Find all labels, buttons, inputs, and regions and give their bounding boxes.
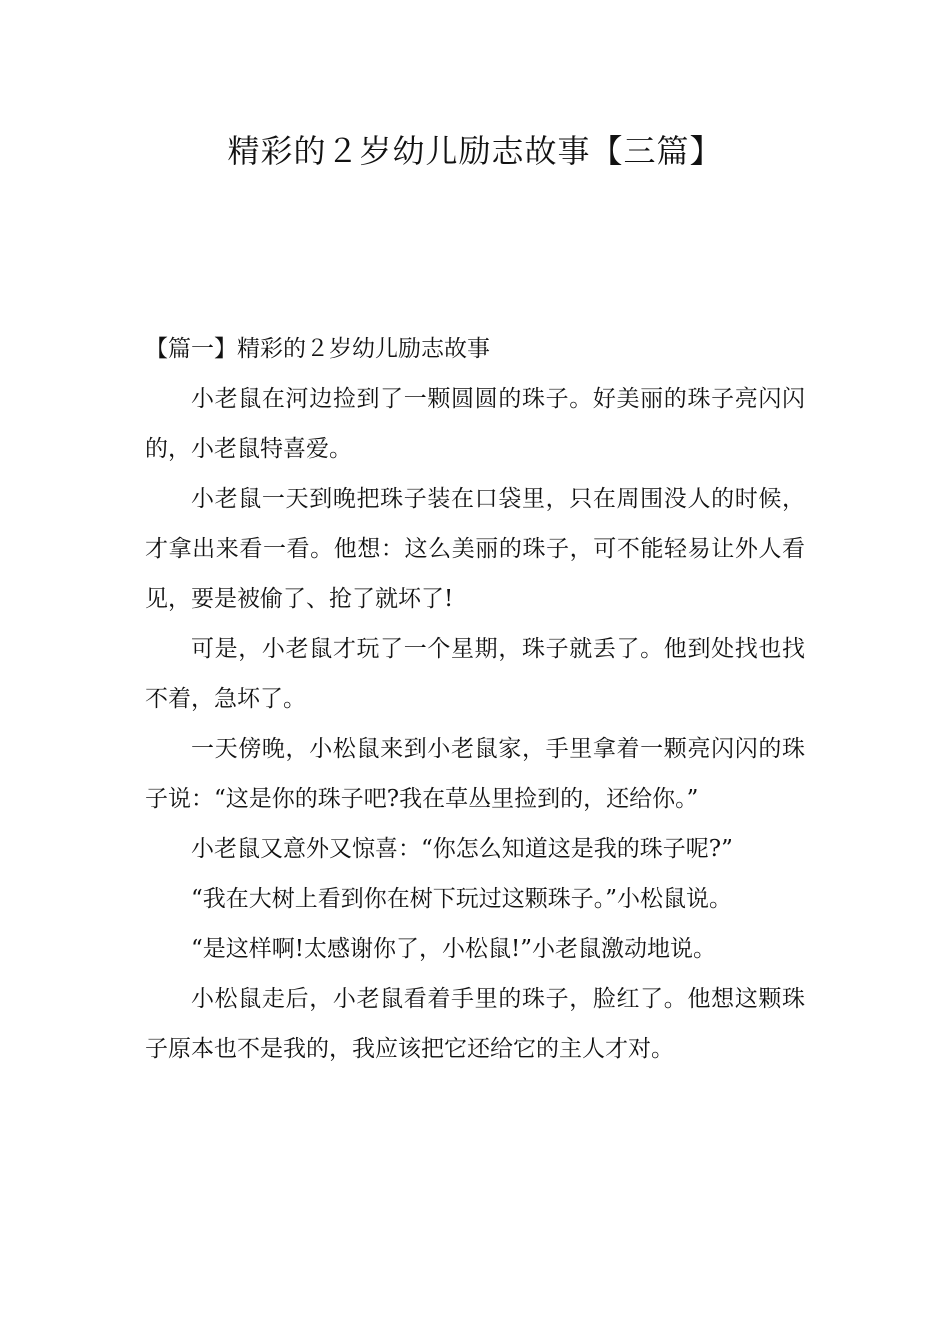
paragraph: 小老鼠在河边捡到了一颗圆圆的珠子。好美丽的珠子亮闪闪的，小老鼠特喜爱。 [145,386,805,462]
paragraph: 可是，小老鼠才玩了一个星期，珠子就丢了。他到处找也找不着，急坏了。 [145,636,805,712]
document-title: 精彩的２岁幼儿励志故事【三篇】 [227,132,723,170]
paragraph: 一天傍晚，小松鼠来到小老鼠家，手里拿着一颗亮闪闪的珠子说：“这是你的珠子吧?我在草丛里捡到的，还给你。” [145,736,805,812]
paragraph: 小松鼠走后，小老鼠看着手里的珠子，脸红了。他想这颗珠子原本也不是我的，我应该把它还给它的主人才对。 [145,986,805,1062]
paragraph: “是这样啊!太感谢你了，小松鼠!”小老鼠激动地说。 [191,936,717,962]
paragraph: 小老鼠一天到晚把珠子装在口袋里，只在周围没人的时候，才拿出来看一看。他想：这么美丽的珠子，可不能轻易让外人看见，要是被偷了、抢了就坏了! [145,486,805,612]
paragraph: 小老鼠又意外又惊喜：“你怎么知道这是我的珠子呢?” [191,836,733,862]
section-heading: 【篇一】精彩的２岁幼儿励志故事 [145,336,490,362]
paragraph: “我在大树上看到你在树下玩过这颗珠子。”小松鼠说。 [191,886,733,912]
story-body [145,374,805,1074]
